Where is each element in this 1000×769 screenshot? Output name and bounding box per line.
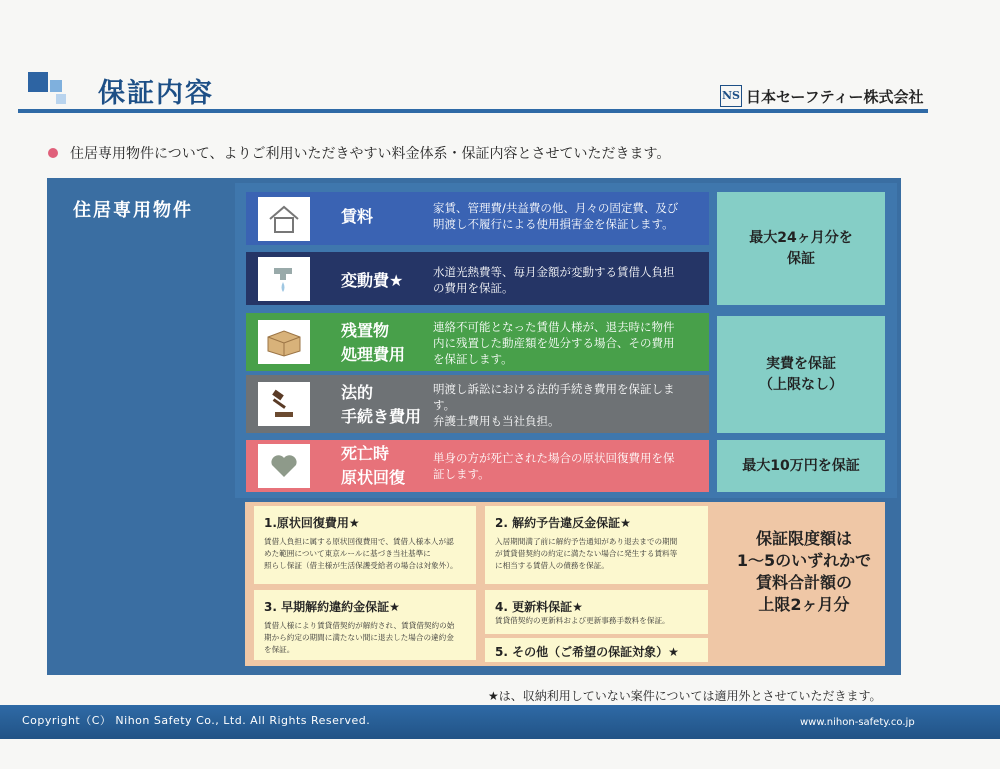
gavel-icon xyxy=(258,382,310,426)
row-desc: 水道光熱費等、毎月金額が変動する賃借人負担 の費用を保証。 xyxy=(433,265,675,295)
coverage-max-100k: 最大10万円を保証 xyxy=(717,440,885,492)
card-title: 5. その他（ご希望の保証対象）★ xyxy=(495,645,679,659)
row-label: 残置物 処理費用 xyxy=(341,321,406,364)
card-desc: 賃貸借契約の更新料および更新事務手数料を保証。 xyxy=(495,616,670,625)
title-decoration-3 xyxy=(56,94,66,104)
row-desc: 明渡し訴訟における法的手続き費用を保証しま す。 弁護士費用も当社負担。 xyxy=(433,382,675,428)
page-title: 保証内容 xyxy=(98,78,214,109)
panel-title: 住居専用物件 xyxy=(73,200,193,221)
faucet-icon xyxy=(258,257,310,301)
header-rule xyxy=(18,109,928,113)
row-death-restoration xyxy=(246,440,709,492)
row-label: 賃料 xyxy=(341,207,374,226)
intro-text: 住居専用物件について、よりご利用いただきやすい料金体系・保証内容とさせていただきます。 xyxy=(70,146,671,162)
company-name: 日本セーフティー株式会社 xyxy=(746,87,924,106)
card-notice-violation xyxy=(485,506,708,584)
card-title: 3. 早期解約違約金保証★ xyxy=(264,600,400,614)
footnote: ★は、収納利用していない案件については適用外とさせていただきます。 xyxy=(488,689,882,703)
website-link[interactable]: www.nihon-safety.co.jp xyxy=(800,717,915,728)
company-logo-mark: NS xyxy=(720,85,742,107)
row-variable-costs xyxy=(246,252,709,305)
company-logo xyxy=(720,84,923,108)
coverage-actual-costs: 実費を保証 （上限なし） xyxy=(717,316,885,433)
row-legal-costs xyxy=(246,375,709,433)
title-decoration xyxy=(28,72,48,92)
card-title: 2. 解約予告違反金保証★ xyxy=(495,516,631,530)
card-restoration xyxy=(254,506,476,584)
copyright: Copyright（C） Nihon Safety Co., Ltd. All Rights Reserved. xyxy=(22,714,371,727)
card-title: 4. 更新料保証★ xyxy=(495,600,583,614)
row-leftover-disposal xyxy=(246,313,709,371)
bullet-icon xyxy=(48,148,58,158)
box-icon xyxy=(258,320,310,364)
card-renewal-fee xyxy=(485,590,708,634)
title-decoration-2 xyxy=(50,80,62,92)
row-desc: 連絡不可能となった賃借人様が、退去時に物件 内に残置した動産類を処分する場合、その費用 を保証します。 xyxy=(433,320,675,366)
card-title: 1.原状回復費用★ xyxy=(264,516,360,530)
row-desc: 家賃、管理費/共益費の他、月々の固定費、及び 明渡し不履行による使用損害金を保証します。 xyxy=(433,201,679,231)
row-rent xyxy=(246,192,709,245)
card-early-termination xyxy=(254,590,476,660)
row-label: 変動費★ xyxy=(341,271,404,290)
card-other xyxy=(485,638,708,662)
house-icon xyxy=(258,197,310,241)
heart-icon xyxy=(258,444,310,488)
row-label: 死亡時 原状回復 xyxy=(341,444,406,487)
card-desc: 賃借人負担に属する原状回復費用で、賃借人様本人が認 めた範囲について東京ルールに基づき当社基準に 照らし保証（借主様が生活保護受給者の場合は対象外）。 xyxy=(264,537,458,570)
intro xyxy=(48,143,670,163)
card-desc: 入居期間満了前に解約予告通知があり退去までの期間 が賃貸借契約の約定に満たない場合に発生する賃料等 に相当する賃借人の債務を保証。 xyxy=(495,537,678,570)
card-desc: 賃借人様により賃貸借契約が解約され、賃貸借契約の始 期から約定の期間に満たない間に退去した場合の違約金 を保証。 xyxy=(264,621,455,654)
row-desc: 単身の方が死亡された場合の原状回復費用を保 証します。 xyxy=(433,451,675,481)
row-label: 法的 手続き費用 xyxy=(341,383,422,426)
guarantee-limit: 保証限度額は 1〜5のいずれかで 賃料合計額の 上限2ヶ月分 xyxy=(736,529,872,614)
coverage-rent-variable: 最大24ヶ月分を 保証 xyxy=(717,192,885,305)
